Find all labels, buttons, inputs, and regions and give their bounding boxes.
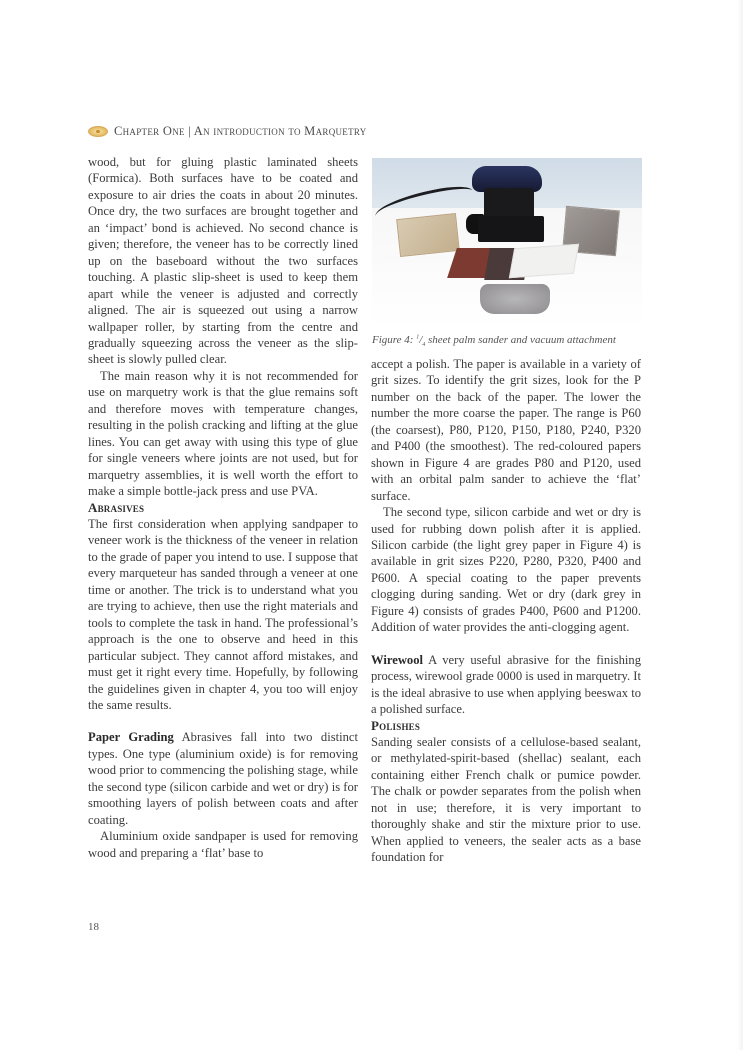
paragraph-text: A very useful abrasive for the finishing process, wirewool grade 0000 is used in marquetry. It is the ideal abrasive to use when applying beeswax to a polished surface. [371, 652, 641, 717]
caption-fraction-numerator: 1 [416, 334, 420, 341]
wirewool-pad [480, 284, 550, 314]
runin-heading-wirewool: Wirewool [371, 652, 424, 667]
paragraph-paper-grading [88, 729, 358, 828]
section-heading-abrasives: Abrasives [88, 499, 145, 515]
paragraph-wirewool [371, 652, 641, 718]
paragraph-text: Abrasives fall into two distinct types. One type (aluminium oxide) is for removing wood prior to commencing the polishing stage, while the second type (silicon carbide and wet or dry) is for smoothing layers of polish between coats and after coating. [88, 730, 358, 827]
paragraph: Sanding sealer consists of a cellulose-based sealant, or methylated-spirit-based (shellac) sealant, each containing either French chalk or pumice powder. The chalk or powder separates from the polish when not in use; therefore, it is very important to thoroughly shake and stir the mixture prior to use. When applied to veneers, the sealer acts as a base foundation for [371, 735, 641, 865]
running-head [88, 123, 367, 139]
running-head-text: Chapter One | An introduction to Marquetry [114, 123, 367, 138]
page-edge-shadow [737, 0, 743, 1050]
page-number: 18 [88, 921, 99, 933]
caption-suffix: sheet palm sander and vacuum attachment [425, 334, 616, 346]
paragraph: The main reason why it is not recommended for use on marquetry work is that the glue remains soft and therefore moves with temperature changes, resulting in the polish cracking and lifting at the glue lines. You can get away with using this type of glue for single veneers where joints are not used, but for marquetry assemblies, it is well worth the effort to make a simple bottle-jack press and use PVA. [88, 368, 358, 499]
left-column [88, 154, 358, 861]
paragraph: The first consideration when applying sandpaper to veneer work is the thickness of the veneer in relation to the grade of paper you intend to use. I suppose that every marqueteur has sanded through a veneer at one time or another. The trick is to understand what you are trying to achieve, then use the right materials and tools to complete the task in hand. The professional’s approach is the one to observe and heed in this particular subject. They cannot afford mistakes, and must get it right every time. Hopefully, by following the guidelines given in chapter 4, you too will enjoy the same results. [88, 517, 358, 712]
caption-prefix: Figure 4: [372, 334, 417, 346]
palm-sander-base [478, 216, 544, 242]
caption-fraction-slash: / [419, 334, 423, 346]
paragraph: Aluminium oxide sandpaper is used for removing wood and preparing a ‘flat’ base to [88, 829, 358, 860]
chapter-ornament-icon [88, 126, 108, 137]
right-column [371, 356, 641, 866]
caption-fraction-denominator: 4 [422, 342, 426, 349]
figure-caption [372, 334, 616, 348]
runin-heading-paper-grading: Paper Grading [88, 730, 174, 745]
paragraph: accept a polish. The paper is available in a variety of grit sizes. To identify the grit sizes, look for the P number on the back of the paper. The lower the number the more coarse the paper. The range is P60 (the coarsest), P80, P120, P150, P180, P240, P320 and P400 (the smoothest). The red-coloured papers shown in Figure 4 are grades P80 and P120, used with an orbital palm sander to achieve the ‘flat’ surface. [371, 357, 641, 503]
light-grey-sandpaper [509, 244, 579, 278]
sanding-block-cork [396, 213, 460, 257]
paragraph: wood, but for gluing plastic laminated sheets (Formica). Both surfaces have to be coated and exposure to air dries the coats in about 20 minutes. Once dry, the two surfaces are brought together and an ‘impact’ bond is achieved. No second chance is given; therefore, the veneer has to be correctly lined up on the baseboard without the two surfaces touching. A plastic slip-sheet is used to keep them apart while the veneer is adjusted and correctly aligned. The air is squeezed out using a narrow wallpaper roller, by starting from the centre and gradually squeezing across the veneer as the slip-sheet is slowly pulled clear. [88, 155, 358, 367]
section-heading-polishes: Polishes [371, 717, 421, 733]
figure-4-photo [372, 158, 642, 328]
paragraph: The second type, silicon carbide and wet or dry is used for rubbing down polish after it is applied. Silicon carbide (the light grey paper in Figure 4) is available in grit sizes P220, P280, P320, P400 and P600. A special coating to the paper prevents clogging during sanding. Wet or dry (dark grey in Figure 4) consists of grades P400, P600 and P1200. Addition of water provides the anti-clogging agent. [371, 505, 641, 635]
